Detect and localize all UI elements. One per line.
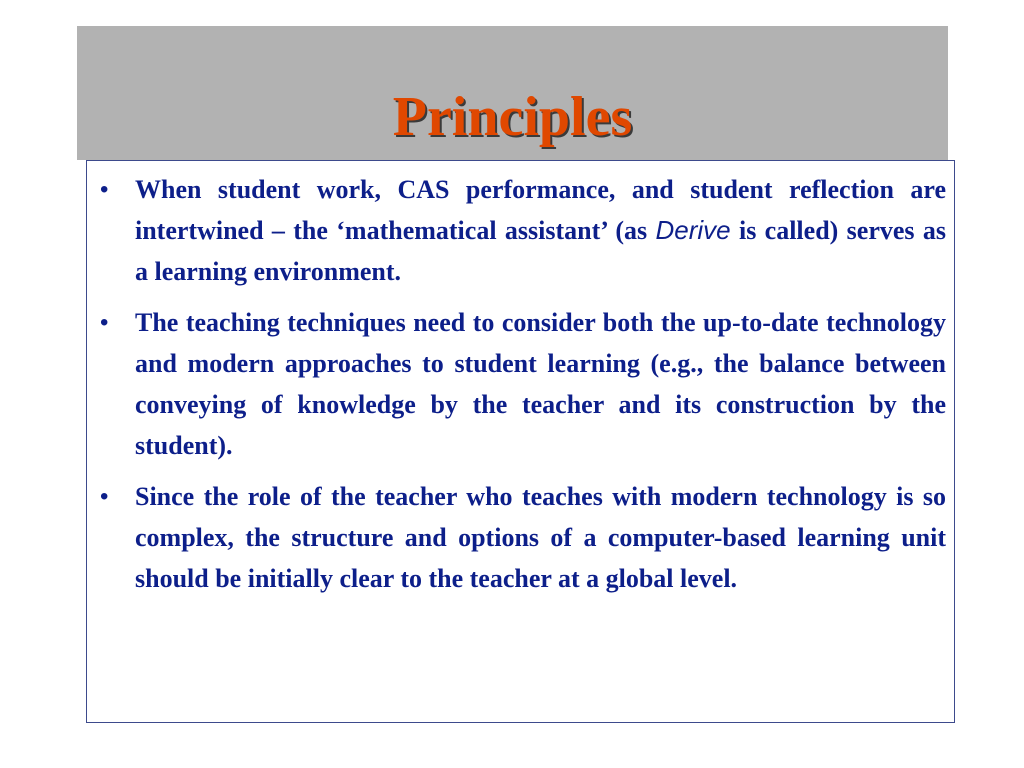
bullet-list bbox=[87, 169, 956, 609]
bullet-icon: • bbox=[100, 309, 109, 336]
bullet-1-text-before: When student work, CAS performance, and student reflection are intertwined – the ‘mathematical assistant’ (as bbox=[135, 175, 946, 245]
bullet-item-2 bbox=[87, 302, 956, 466]
bullet-1-text-after: is called) serves as a learning environment. bbox=[135, 216, 946, 286]
title-bar bbox=[77, 26, 948, 160]
bullet-icon: • bbox=[100, 483, 109, 510]
bullet-item-1 bbox=[87, 169, 956, 292]
bullet-icon: • bbox=[100, 176, 109, 203]
bullet-3-text: Since the role of the teacher who teaches with modern technology is so complex, the structure and options of a computer-based learning unit should be initially clear to the teacher at a global level. bbox=[135, 482, 946, 593]
bullet-1-emphasis: Derive bbox=[655, 215, 731, 245]
content-box bbox=[86, 160, 955, 723]
bullet-2-text: The teaching techniques need to consider both the up-to-date technology and modern approaches to student learning (e.g., the balance between conveying of knowledge by the teacher and its construction by the student). bbox=[135, 308, 946, 460]
slide-title: Principles bbox=[392, 86, 633, 148]
bullet-item-3 bbox=[87, 476, 956, 599]
